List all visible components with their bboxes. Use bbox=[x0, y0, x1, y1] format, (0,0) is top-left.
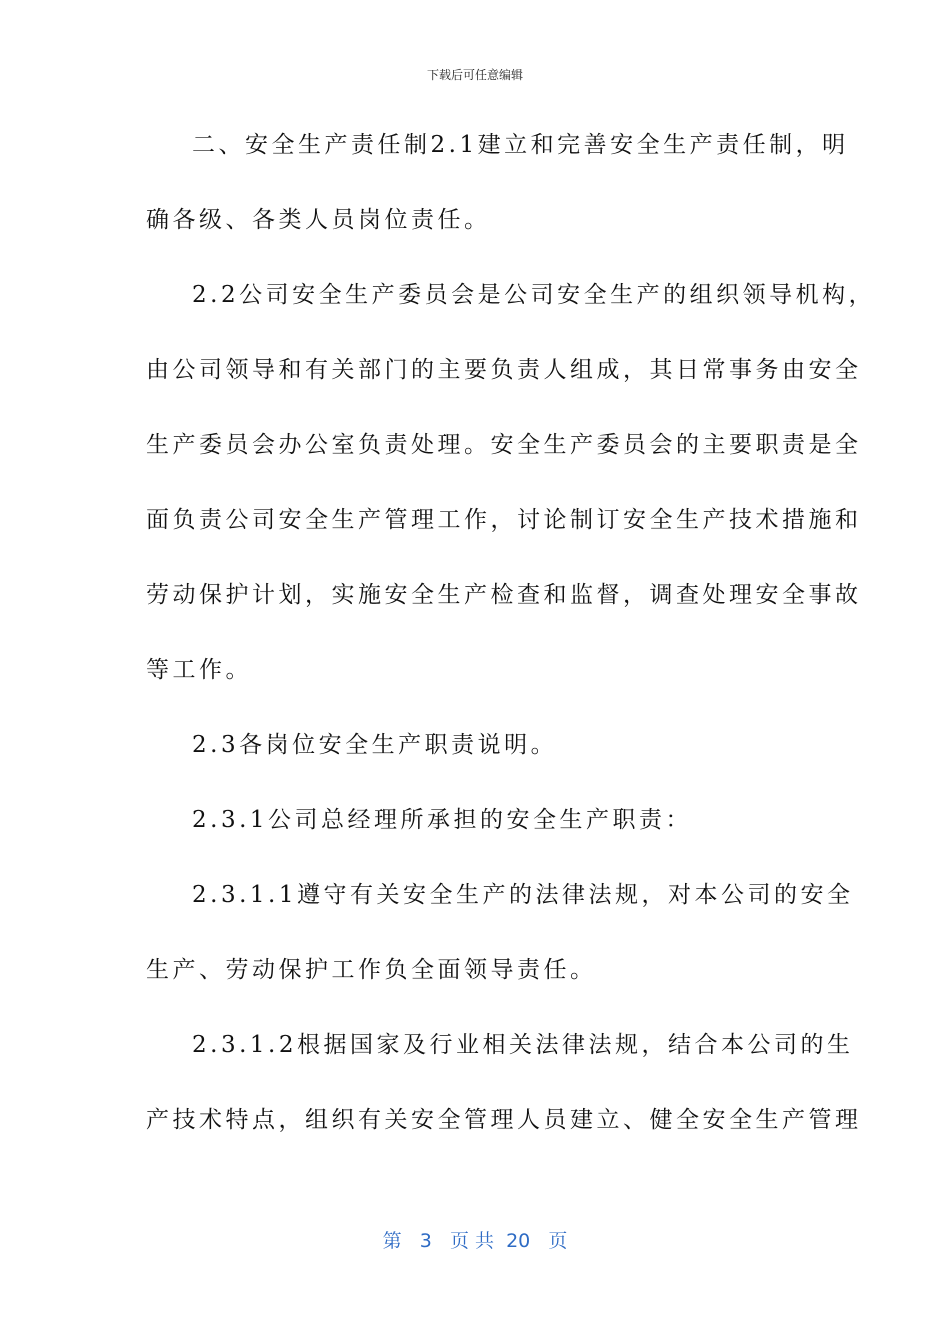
page-footer bbox=[0, 1226, 950, 1253]
total-pages-number: 20 bbox=[506, 1230, 531, 1252]
header-note: 下载后可任意编辑 bbox=[426, 68, 523, 82]
body-text bbox=[146, 118, 876, 1148]
paragraph-line: 劳动保护计划，实施安全生产检查和监督，调查处理安全事故 bbox=[146, 582, 862, 608]
paragraph-line: 等工作。 bbox=[146, 657, 252, 683]
paragraph-line: 生产、劳动保护工作负全面领导责任。 bbox=[146, 957, 597, 983]
paragraph-line: 产技术特点，组织有关安全管理人员建立、健全安全生产管理 bbox=[146, 1107, 862, 1133]
paragraph-line: 确各级、各类人员岗位责任。 bbox=[146, 207, 491, 233]
paragraph-line: 面负责公司安全生产管理工作，讨论制订安全生产技术措施和 bbox=[146, 507, 862, 533]
paragraph-line: 由公司领导和有关部门的主要负责人组成，其日常事务由安全 bbox=[146, 357, 862, 383]
page-suffix: 页 bbox=[548, 1230, 568, 1252]
paragraph-line: 2.2公司安全生产委员会是公司安全生产的组织领导机构， bbox=[192, 282, 876, 308]
paragraph-line: 2.3.1公司总经理所承担的安全生产职责： bbox=[192, 807, 693, 833]
page-prefix: 第 bbox=[382, 1230, 402, 1252]
paragraph-line: 二、安全生产责任制2.1建立和完善安全生产责任制，明 bbox=[192, 132, 849, 158]
current-page-number: 3 bbox=[419, 1230, 432, 1252]
paragraph-line: 2.3.1.1遵守有关安全生产的法律法规，对本公司的安全 bbox=[192, 882, 854, 908]
paragraph-line: 2.3.1.2根据国家及行业相关法律法规，结合本公司的生 bbox=[192, 1032, 854, 1058]
page-middle-text: 页 共 bbox=[449, 1230, 494, 1252]
paragraph-line: 2.3各岗位安全生产职责说明。 bbox=[192, 732, 558, 758]
paragraph-line: 生产委员会办公室负责处理。安全生产委员会的主要职责是全 bbox=[146, 432, 862, 458]
